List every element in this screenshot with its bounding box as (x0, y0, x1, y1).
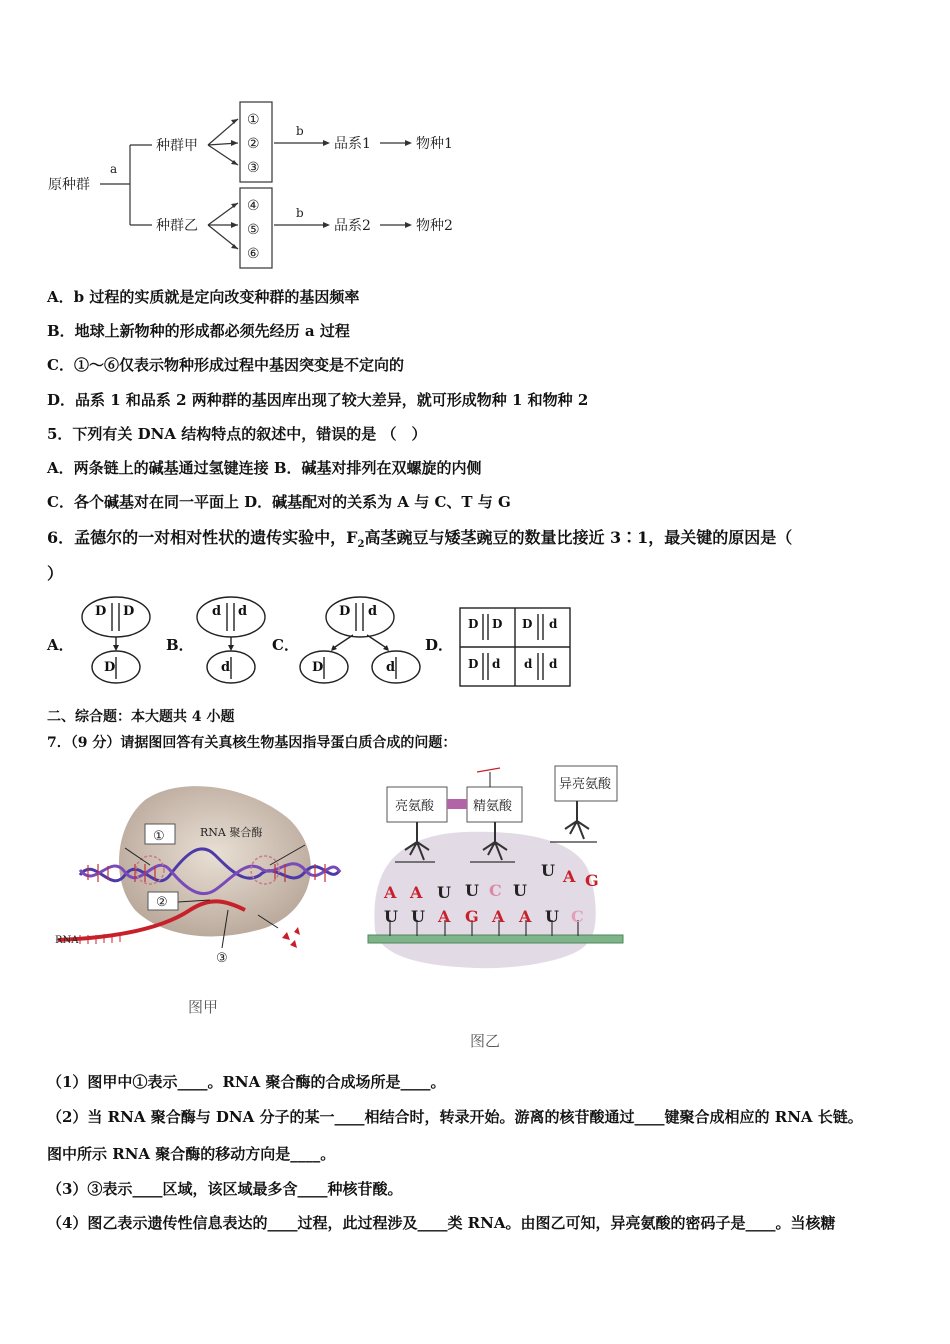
strain-2-label: 品系2 (334, 218, 371, 234)
q6-label-b: B． (166, 636, 194, 654)
speciation-diagram (40, 95, 480, 275)
mrna-strand (368, 935, 623, 943)
mrna-base: A (519, 907, 532, 926)
mrna-base: A (438, 907, 451, 926)
q4-option-a: A．b 过程的实质就是定向改变种群的基因频率 (47, 288, 360, 306)
q7-part-1: （1）图甲中①表示____。RNA 聚合酶的合成场所是____。 (47, 1073, 446, 1091)
figure-b-translation (365, 760, 635, 975)
q6-label-c: C． (272, 636, 299, 654)
allele: d (549, 657, 558, 671)
process-b-label-2: b (296, 206, 304, 220)
q7-stem: 7．（9 分）请据图回答有关真核生物基因指导蛋白质合成的问题： (47, 735, 457, 751)
allele: D (104, 660, 116, 675)
anticodon-3: A (563, 867, 576, 886)
circle-3: ③ (247, 160, 260, 176)
circle-1: ① (247, 112, 260, 128)
anticodon-3: U (541, 861, 555, 880)
allele: d (549, 617, 558, 631)
q6-stem-end: ） (47, 564, 64, 583)
rna-label: RNA (55, 935, 79, 946)
figure-a-caption: 图甲 (188, 998, 219, 1016)
mrna-base: C (571, 907, 584, 926)
fig-a-label-2: ② (156, 895, 168, 910)
allele: D (123, 604, 135, 619)
anticodon-2: U (513, 881, 527, 900)
allele: d (221, 660, 231, 675)
process-b-label-1: b (296, 124, 304, 138)
anticodon-2: U (465, 881, 479, 900)
allele: d (524, 657, 533, 671)
figure-a-transcription (50, 760, 350, 970)
q6-diagram-a (78, 595, 158, 690)
section-heading: 二、综合题：本大题共 4 小题 (47, 709, 235, 725)
allele: d (212, 604, 222, 619)
fig-a-label-1: ① (153, 829, 165, 844)
q7-part-2a: （2）当 RNA 聚合酶与 DNA 分子的某一____相结合时，转录开始。游离的核苷酸通过____键聚合成相应的 RNA 长链。 (47, 1108, 863, 1126)
arginine-label: 精氨酸 (473, 799, 513, 814)
mrna-base: U (411, 907, 425, 926)
root-label: 原种群 (48, 177, 90, 193)
rna-polymerase-label: RNA 聚合酶 (200, 826, 263, 839)
population-b-label: 种群乙 (156, 218, 198, 234)
q6-diagram-b (193, 595, 273, 690)
allele: D (522, 617, 533, 631)
anticodon-3: G (585, 871, 599, 890)
anticodon-1: A (384, 883, 397, 902)
allele: d (368, 604, 378, 619)
fig-a-label-3: ③ (216, 951, 228, 966)
q4-option-b: B．地球上新物种的形成都必须先经历 a 过程 (47, 322, 350, 340)
q4-option-c: C．①～⑥仅表示物种形成过程中基因突变是不定向的 (47, 356, 404, 374)
allele: d (386, 660, 396, 675)
q6-diagram-d (458, 606, 574, 690)
q6-label-a: A． (47, 636, 74, 654)
isoleucine-label: 异亮氨酸 (559, 777, 612, 792)
mrna-base: A (492, 907, 505, 926)
q7-part-3: （3）③表示____区域，该区域最多含____种核苷酸。 (47, 1180, 403, 1198)
anticodon-2: C (489, 881, 502, 900)
allele: D (492, 617, 503, 631)
q7-part-2b: 图中所示 RNA 聚合酶的移动方向是____。 (47, 1145, 336, 1163)
anticodon-1: U (437, 883, 451, 902)
anticodon-1: A (410, 883, 423, 902)
strain-1-label: 品系1 (334, 136, 371, 152)
q6-label-d: D． (425, 636, 454, 654)
q5-stem: 5．下列有关 DNA 结构特点的叙述中，错误的是 （ ） (47, 425, 427, 443)
figure-b-caption: 图乙 (470, 1032, 501, 1050)
circle-4: ④ (247, 198, 260, 214)
process-a-label: a (110, 162, 118, 176)
mrna-base: U (545, 907, 559, 926)
circle-5: ⑤ (247, 222, 260, 238)
q5-options-cd: C．各个碱基对在同一平面上 D．碱基配对的关系为 A 与 C、T 与 G (47, 493, 511, 511)
q6-diagram-c (298, 595, 423, 690)
ribosome (374, 832, 595, 968)
q5-options-ab: A．两条链上的碱基通过氢键连接 B．碱基对排列在双螺旋的内侧 (47, 459, 482, 477)
q7-part-4: （4）图乙表示遗传性信息表达的____过程，此过程涉及____类 RNA。由图乙可知，异亮氨酸的密码子是____。当核糖 (47, 1214, 836, 1232)
mrna-base: U (384, 907, 398, 926)
q6-stem: 6．孟德尔的一对相对性状的遗传实验中，$F_2$高茎豌豆与矮茎豌豆的数量比接近 3∶1，最关键的原因是（ (47, 528, 793, 551)
allele: D (95, 604, 107, 619)
allele: D (468, 617, 479, 631)
leucine-label: 亮氨酸 (395, 799, 435, 814)
mrna-base: G (465, 907, 479, 926)
allele: D (339, 604, 351, 619)
q4-option-d: D．品系 1 和品系 2 两种群的基因库出现了较大差异，就可形成物种 1 和物种 2 (47, 391, 589, 409)
allele: D (312, 660, 324, 675)
allele: d (238, 604, 248, 619)
species-1-label: 物种1 (416, 136, 453, 152)
circle-2: ② (247, 136, 260, 152)
allele: D (468, 657, 479, 671)
population-a-label: 种群甲 (156, 138, 198, 154)
allele: d (492, 657, 501, 671)
species-2-label: 物种2 (416, 218, 453, 234)
rna-polymerase-body (119, 786, 311, 936)
circle-6: ⑥ (247, 246, 260, 262)
